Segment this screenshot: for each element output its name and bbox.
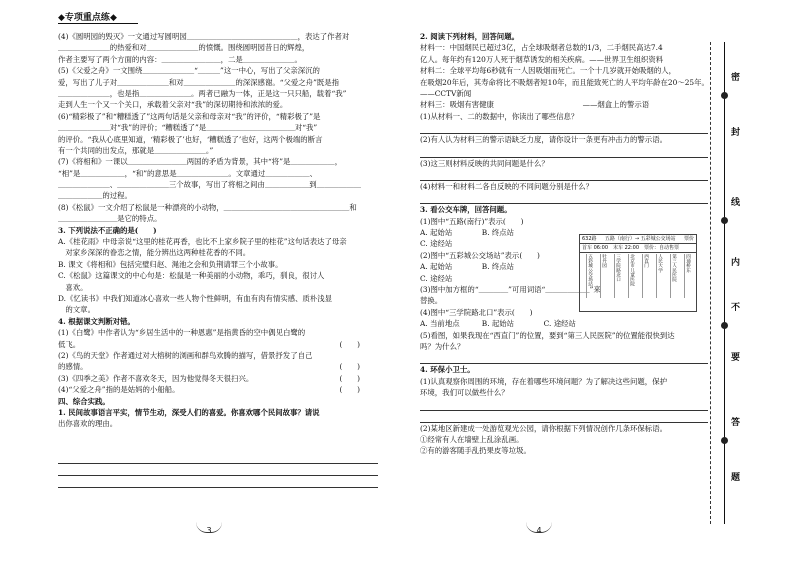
bus-stop-name: 牡丹园 (600, 254, 607, 298)
right-line: A. 当前地点 B. 起始站 C. 途经站 (420, 319, 576, 329)
binding-char: 密 (731, 73, 741, 83)
right-line: 3. 看公交车牌，回答问题。 (420, 205, 512, 215)
left-page (0, 0, 398, 566)
left-line: ＿＿＿＿＿＿＿的热爱和对＿＿＿＿＿＿＿的愤慨。围绕圆明园昔日的辉煌， (58, 43, 310, 53)
bus-first-time: 首车 06:00 (582, 245, 608, 251)
right-line: (2)有人认为材料三的警示语缺乏力度，请你设计一条更有冲击力的警示语。 (420, 135, 667, 145)
left-line: 有一个共同的出发点，那就是＿＿＿＿＿＿＿。” (58, 145, 214, 155)
left-line: A.《桂花雨》中母亲说“这里的桂花再香，也比不上家乡院子里的桂花”这句话表达了母亲 (58, 237, 347, 247)
section-title-text: 专项重点练 (64, 13, 110, 23)
binding-dot-icon (721, 217, 728, 224)
left-line: (6)“精彩极了”和“糟糕透了”这两句话是父亲和母亲对“我”的评价，“精彩极了”是 (58, 111, 321, 121)
right-line: 替换。 (420, 296, 443, 306)
right-line: (2)某地区新建成一处游览观光公园，请你根据下列情况创作几条环保标语。 (420, 423, 667, 433)
left-line: 作者主要写了两个方面的内容：＿＿＿＿＿＿＿＿，二是＿＿＿＿＿＿＿。 (58, 54, 302, 64)
left-line: 1. 民间故事语言平实，情节生动，深受人们的喜爱。你喜欢哪个民间故事？请说 (58, 407, 320, 417)
right-line: C. 途经站 (420, 273, 453, 283)
right-line: ②有的游客随手乱扔果皮等垃圾。 (420, 446, 531, 456)
left-content (58, 31, 390, 430)
right-line: (4)材料一和材料二各自反映的不同问题分别是什么？ (420, 181, 594, 191)
section-title (58, 10, 117, 23)
right-line: 环境，我们可以做些什么？ (420, 388, 509, 398)
binding-char: 不 (731, 303, 741, 313)
right-line: 吗？为什么？ (420, 341, 465, 351)
right-line: (1)从材料一、二的数据中，你读出了哪些信息？ (420, 111, 579, 121)
binding-margin (710, 0, 800, 566)
left-line: (7)《将相和》一课以＿＿＿＿＿＿＿＿两国的矛盾为背景，其中“将”是＿＿＿＿＿＿， (58, 157, 343, 167)
bus-stop-name: 三学院路北口 (614, 254, 621, 298)
right-line: 材料三：吸烟有害健康 ——烟盒上的警示语 (420, 100, 650, 110)
right-line: A. 起始站 B. 终点站 (420, 228, 515, 238)
left-line: 3. 下列说法不正确的是( ) (58, 225, 157, 235)
right-line (420, 411, 708, 423)
right-line: A. 起始站 B. 终点站 (420, 262, 515, 272)
left-line: ＿＿＿＿＿＿＿，也是指＿＿＿＿＿＿＿。两者已融为一体，正是这一只只船，载着“我” (58, 88, 347, 98)
right-line: 材料二：全球平均每6秒就有一人因吸烟而死亡。一个十几岁就开始吸烟的人， (420, 66, 676, 76)
bus-stop-name: 第三人民医院 (670, 254, 677, 298)
left-line: 喜欢。 (58, 282, 88, 292)
left-line: ＿＿＿＿＿＿＿＿是它的特点。 (58, 214, 162, 224)
left-line: ＿＿＿＿＿＿＿、＿＿＿＿＿＿＿三个故事，写出了将相之间由＿＿＿＿＿＿到＿＿＿＿＿＿ (58, 180, 362, 190)
left-line: 低飞。 ( ) (58, 339, 360, 349)
bus-stop-name: 五彩城公交场站 (586, 254, 593, 298)
binding-char: 线 (731, 198, 741, 208)
right-line: (4)图中“三学院路北口”表示( ) (420, 307, 533, 317)
binding-dot-icon (721, 322, 728, 329)
left-line: 出你喜欢的理由。 (58, 419, 118, 429)
binding-dot-icon (721, 437, 728, 444)
left-line: 的评价。“我从心底里知道，‘精彩极了’也好，‘糟糕透了’也好，这两个极端的断言 (58, 134, 323, 144)
left-line: 走到人生一个又一个关口，承载着父亲对“我”的深切期待和浓浓的爱。 (58, 100, 288, 110)
binding-dot-icon (721, 92, 728, 99)
page-number (526, 526, 552, 535)
binding-char: 封 (731, 128, 741, 138)
left-line: 的感情。 ( ) (58, 362, 360, 372)
binding-char: 要 (731, 353, 741, 363)
bus-stop-name: 人民大学 (656, 254, 663, 298)
left-line: D.《忆读书》中我们知道冰心喜欢一些人物个性鲜明，有血有肉有情实感、质朴浅显 (58, 293, 333, 303)
left-line: C.《松鼠》这篇课文的中心句是：松鼠是一种美丽的小动物，乖巧，驯良，很讨人 (58, 271, 325, 281)
left-line: (5)《父爱之舟》一文围绕＿＿＿＿＿＿＿“＿＿＿”这一中心，写出了父亲深沉的 (58, 66, 320, 76)
answer-bracket[interactable]: ( ) (339, 373, 360, 383)
left-line: B. 课文《将相和》包括完璧归赵、渑池之会和负荆请罪三个小故事。 (58, 259, 283, 269)
right-line: (2)图中“五彩城公交场站”表示( ) (420, 250, 540, 260)
answer-bracket[interactable]: ( ) (339, 362, 360, 372)
binding-char: 题 (731, 473, 741, 483)
page-number-text: 4 (536, 526, 542, 535)
bus-stop-sign-figure (579, 234, 697, 312)
right-line (420, 399, 708, 411)
right-line (420, 169, 708, 181)
bus-stop-name: 北京市儿童医院 (628, 254, 635, 298)
right-line (420, 146, 708, 158)
bus-route: 632路 (582, 236, 597, 242)
binding-char: 内 (731, 258, 741, 268)
right-line: 材料一：中国烟民已超过3亿，占全球吸烟者总数的1/3，二手烟民高达7.4 (420, 43, 663, 53)
answer-bracket[interactable]: ( ) (339, 385, 360, 395)
bus-stop-name: 四通桥东 (684, 254, 691, 298)
right-line: 2. 阅读下列材料，回答问题。 (420, 32, 519, 41)
left-line: “相”是＿＿＿＿＿＿，“和”的意思是＿＿＿＿＿＿＿。文章通过＿＿＿＿＿＿、 (58, 168, 318, 178)
bus-direction: 五路（南行）→ 五彩城公交场站 (604, 236, 676, 242)
page-number-text: 3 (206, 526, 212, 535)
right-line: (3)这三则材料反映的共同问题是什么？ (420, 158, 549, 168)
page-number (196, 526, 222, 535)
left-line: (2)《鸟的天堂》作者通过对大榕树的浏画和群鸟欢腾的描写，借景抒发了自己 (58, 350, 313, 360)
left-line: (8)《松鼠》一文介绍了松鼠是一种漂亮的小动物，＿＿＿＿＿＿＿＿＿＿＿＿＿＿＿＿＿和 (58, 202, 357, 212)
bus-last-time: 末车 22:00 (613, 245, 640, 251)
right-line: ①经常有人在墙壁上乱涂乱画。 (420, 434, 524, 444)
left-line: (1)《白鹭》中作者认为“乡居生活中的一种恩惠”是指黄昏的空中偶见白鹭的 (58, 328, 306, 338)
right-line: ——CCTV新闻 (420, 88, 472, 98)
answer-bracket[interactable]: ( ) (339, 339, 360, 349)
right-line (420, 192, 708, 204)
left-line: 爱，写出了儿子对＿＿＿＿＿＿＿和对＿＿＿＿＿＿＿的深深感谢。“父爱之舟”既是指 (58, 77, 340, 87)
right-page (398, 0, 718, 566)
right-line: 亿人。每年约有120万人死于烟草诱发的相关疾病。——世界卫生组织资料 (420, 54, 664, 64)
diamond-icon: ◆ (58, 13, 65, 23)
right-line: (1)图中“五路(南行)”表示( ) (420, 216, 524, 226)
answer-lines (58, 452, 384, 488)
left-line: ＿＿＿＿＿＿的过程。 (58, 191, 132, 201)
left-line: (4)“父爱之舟”指的是姑妈的小船船。 ( ) (58, 385, 360, 395)
left-line: 4. 根据课文判断对错。 (58, 316, 135, 326)
right-line: (5)看图，如果我现在“西直门”的位置，要到“第三人民医院”的位置能很快到达 (420, 330, 675, 340)
left-line: 的文章。 (58, 305, 95, 315)
bus-price: 票价 (683, 236, 694, 242)
right-line: 在吸烟20年后，其寿命将比不吸烟者短10年，而且能致死亡的人平均年龄在20～25年。 (420, 77, 709, 87)
right-line: (1)认真观察你周围的环境，存在着哪些环境问题？为了解决这些问题，保护 (420, 376, 667, 386)
right-line (420, 352, 708, 364)
left-line: 四、综合实践。 (58, 396, 110, 406)
bus-stop-name: 西直门 (642, 254, 649, 298)
left-line: (3)《四季之美》作者不喜欢冬天，因为他觉得冬天很扫兴。 ( ) (58, 373, 360, 383)
left-line: 对家乡深深的眷恋之情，能分辨出这两种桂花香的不同。 (58, 248, 251, 258)
diamond-icon: ◆ (109, 13, 117, 23)
right-line: (3)图中加方框的“＿＿＿＿”可用词语“＿＿＿＿＿＿”来 (420, 285, 601, 295)
binding-char: 答 (731, 418, 741, 428)
right-line: C. 途经站 (420, 239, 453, 249)
left-line: ＿＿＿＿＿＿＿对“我”的评价；“糟糕透了”是＿＿＿＿＿＿＿＿＿＿＿＿对“我” (58, 123, 318, 133)
left-line: (4)《圆明园的毁灭》一文通过写圆明园＿＿＿＿＿＿＿＿＿＿＿＿＿＿＿，表达了作者对 (58, 32, 350, 41)
right-line (420, 122, 708, 134)
right-line: 4. 环保小卫士。 (420, 365, 475, 375)
bus-ticket: 票价：自动售票 (644, 245, 680, 251)
bus-stops (580, 253, 696, 299)
